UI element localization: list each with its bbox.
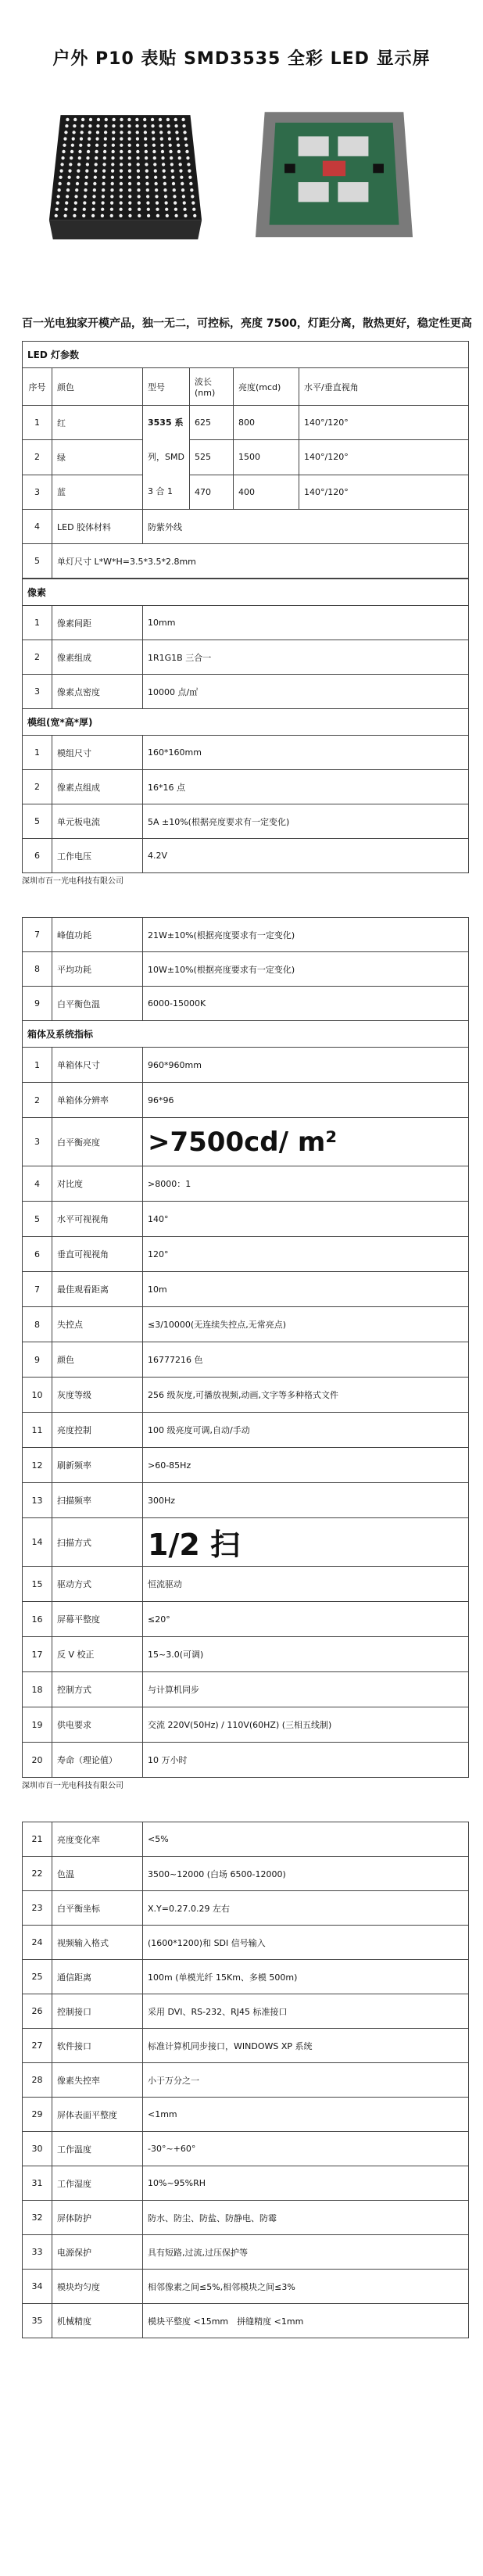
row-label: 白平衡色温 bbox=[52, 987, 143, 1021]
row-label: 垂直可视视角 bbox=[52, 1237, 143, 1272]
row-label: LED 胶体材料 bbox=[52, 510, 143, 544]
row-label: 白平衡亮度 bbox=[52, 1118, 143, 1166]
row-no: 21 bbox=[23, 1822, 52, 1857]
row-label: 屏幕平整度 bbox=[52, 1602, 143, 1637]
row-label: 对比度 bbox=[52, 1166, 143, 1202]
row-no: 2 bbox=[23, 1083, 52, 1118]
row-no: 35 bbox=[23, 2304, 52, 2338]
row-value: 1R1G1B 三合一 bbox=[143, 640, 469, 675]
row-value: 10W±10%(根据亮度要求有一定变化) bbox=[143, 952, 469, 987]
row-angle: 140°/120° bbox=[299, 406, 469, 440]
product-intro: 百一光电独家开模产品，独一无二，可控标，亮度 7500，灯距分离，散热更好，稳定性更高 bbox=[22, 317, 472, 330]
row-no: 25 bbox=[23, 1960, 52, 1994]
row-label: 模组尺寸 bbox=[52, 736, 143, 770]
row-value: <5% bbox=[143, 1822, 469, 1857]
row-value: 16777216 色 bbox=[143, 1342, 469, 1378]
row-label: 像素间距 bbox=[52, 606, 143, 640]
table-row bbox=[23, 1602, 469, 1637]
table-row bbox=[23, 2201, 469, 2235]
system-section-title: 箱体及系统指标 bbox=[23, 1021, 469, 1048]
row-no: 14 bbox=[23, 1518, 52, 1567]
table-row bbox=[23, 1822, 469, 1857]
row-label: 像素失控率 bbox=[52, 2063, 143, 2098]
table-row bbox=[23, 510, 469, 544]
row-label: 单箱体分辨率 bbox=[52, 1083, 143, 1118]
row-no: 5 bbox=[23, 804, 52, 839]
table-row bbox=[23, 640, 469, 675]
row-no: 29 bbox=[23, 2098, 52, 2132]
company-footer: 深圳市百一光电科技有限公司 bbox=[22, 877, 123, 886]
row-no: 31 bbox=[23, 2166, 52, 2201]
row-no: 11 bbox=[23, 1413, 52, 1448]
table-row bbox=[23, 440, 469, 475]
row-value: 10%~95%RH bbox=[143, 2166, 469, 2201]
table-row bbox=[23, 1413, 469, 1448]
row-value: 256 级灰度,可播放视频,动画,文字等多种格式文件 bbox=[143, 1378, 469, 1413]
row-value: -30°~+60° bbox=[143, 2132, 469, 2166]
row-no: 4 bbox=[23, 510, 52, 544]
row-no: 6 bbox=[23, 1237, 52, 1272]
row-label: 平均功耗 bbox=[52, 952, 143, 987]
row-value: 相邻像素之间≤5%,相邻模块之间≤3% bbox=[143, 2270, 469, 2304]
row-no: 32 bbox=[23, 2201, 52, 2235]
row-value: ≤20° bbox=[143, 1602, 469, 1637]
row-no: 20 bbox=[23, 1743, 52, 1778]
table-row bbox=[23, 1960, 469, 1994]
row-label: 亮度变化率 bbox=[52, 1822, 143, 1857]
row-no: 9 bbox=[23, 1342, 52, 1378]
led-module-back-image bbox=[254, 86, 414, 278]
row-no: 1 bbox=[23, 1048, 52, 1083]
row-no: 13 bbox=[23, 1483, 52, 1518]
row-value: >8000：1 bbox=[143, 1166, 469, 1202]
row-value: 300Hz bbox=[143, 1483, 469, 1518]
row-no: 5 bbox=[23, 544, 52, 579]
table-row bbox=[23, 1342, 469, 1378]
row-no: 2 bbox=[23, 440, 52, 475]
header-angle: 水平/垂直视角 bbox=[299, 368, 469, 406]
table-row bbox=[23, 2235, 469, 2270]
row-value: <1mm bbox=[143, 2098, 469, 2132]
row-label: 失控点 bbox=[52, 1307, 143, 1342]
row-value: ≤3/10000(无连续失控点,无常亮点) bbox=[143, 1307, 469, 1342]
row-label: 色温 bbox=[52, 1857, 143, 1891]
table-row bbox=[23, 2098, 469, 2132]
row-value: X.Y=0.27.0.29 左右 bbox=[143, 1891, 469, 1926]
row-wavelength: 525 bbox=[190, 440, 234, 475]
row-label: 单灯尺寸 L*W*H=3.5*3.5*2.8mm bbox=[52, 544, 469, 579]
row-no: 34 bbox=[23, 2270, 52, 2304]
row-label: 最佳观看距离 bbox=[52, 1272, 143, 1307]
table-row bbox=[23, 1707, 469, 1743]
table-row bbox=[23, 1307, 469, 1342]
row-no: 3 bbox=[23, 675, 52, 709]
row-value: 100 级亮度可调,自动/手动 bbox=[143, 1413, 469, 1448]
row-value: 1/2 扫 bbox=[143, 1518, 469, 1567]
row-no: 5 bbox=[23, 1202, 52, 1237]
row-value: 防水、防尘、防盐、防静电、防霉 bbox=[143, 2201, 469, 2235]
table-row bbox=[23, 804, 469, 839]
row-label: 屏体表面平整度 bbox=[52, 2098, 143, 2132]
row-no: 3 bbox=[23, 1118, 52, 1166]
row-value: 防紫外线 bbox=[143, 510, 469, 544]
row-label: 扫描频率 bbox=[52, 1483, 143, 1518]
row-no: 12 bbox=[23, 1448, 52, 1483]
table-row bbox=[23, 770, 469, 804]
product-photos bbox=[0, 86, 483, 305]
row-no: 19 bbox=[23, 1707, 52, 1743]
row-value: 具有短路,过流,过压保护等 bbox=[143, 2235, 469, 2270]
row-no: 26 bbox=[23, 1994, 52, 2029]
row-no: 2 bbox=[23, 640, 52, 675]
row-color: 绿 bbox=[52, 440, 143, 475]
table-row bbox=[23, 1743, 469, 1778]
row-luminance: 1500 bbox=[234, 440, 299, 475]
table-row bbox=[23, 839, 469, 873]
header-model: 型号 bbox=[143, 368, 190, 406]
row-label: 峰值功耗 bbox=[52, 918, 143, 952]
led-module-front-image bbox=[45, 86, 206, 278]
table-row bbox=[23, 675, 469, 709]
header-color: 颜色 bbox=[52, 368, 143, 406]
system-cont-table bbox=[22, 1822, 469, 2338]
row-no: 4 bbox=[23, 1166, 52, 1202]
row-no: 2 bbox=[23, 770, 52, 804]
table-row bbox=[23, 2304, 469, 2338]
model-line-2: 列，SMD bbox=[148, 452, 184, 462]
row-label: 刷新频率 bbox=[52, 1448, 143, 1483]
system-table bbox=[22, 917, 469, 1778]
row-value: 10m bbox=[143, 1272, 469, 1307]
row-label: 供电要求 bbox=[52, 1707, 143, 1743]
table-row bbox=[23, 1483, 469, 1518]
row-no: 8 bbox=[23, 1307, 52, 1342]
row-luminance: 800 bbox=[234, 406, 299, 440]
row-label: 像素点组成 bbox=[52, 770, 143, 804]
led-section-title: LED 灯参数 bbox=[23, 342, 469, 368]
row-no: 10 bbox=[23, 1378, 52, 1413]
row-color: 红 bbox=[52, 406, 143, 440]
row-label: 模块均匀度 bbox=[52, 2270, 143, 2304]
row-luminance: 400 bbox=[234, 475, 299, 509]
header-luminance: 亮度(mcd) bbox=[234, 368, 299, 406]
row-value: 16*16 点 bbox=[143, 770, 469, 804]
row-no: 1 bbox=[23, 406, 52, 440]
row-label: 反 V 校正 bbox=[52, 1637, 143, 1672]
row-value: 160*160mm bbox=[143, 736, 469, 770]
row-value: 6000-15000K bbox=[143, 987, 469, 1021]
row-label: 单元板电流 bbox=[52, 804, 143, 839]
row-label: 扫描方式 bbox=[52, 1518, 143, 1567]
row-value: 10mm bbox=[143, 606, 469, 640]
row-no: 27 bbox=[23, 2029, 52, 2063]
table-row bbox=[23, 952, 469, 987]
row-no: 15 bbox=[23, 1567, 52, 1602]
table-row bbox=[23, 1083, 469, 1118]
pixel-section-title: 像素 bbox=[23, 579, 469, 606]
row-no: 9 bbox=[23, 987, 52, 1021]
table-row bbox=[23, 1048, 469, 1083]
row-label: 视频输入格式 bbox=[52, 1926, 143, 1960]
row-label: 水平可视视角 bbox=[52, 1202, 143, 1237]
header-no: 序号 bbox=[23, 368, 52, 406]
row-label: 工作湿度 bbox=[52, 2166, 143, 2201]
row-no: 8 bbox=[23, 952, 52, 987]
table-row bbox=[23, 1118, 469, 1166]
led-spec-table bbox=[22, 341, 469, 579]
row-wavelength: 470 bbox=[190, 475, 234, 509]
table-row bbox=[23, 1891, 469, 1926]
row-value: 10000 点/㎡ bbox=[143, 675, 469, 709]
row-no: 33 bbox=[23, 2235, 52, 2270]
table-row bbox=[23, 1994, 469, 2029]
row-no: 23 bbox=[23, 1891, 52, 1926]
table-row bbox=[23, 1926, 469, 1960]
header-wavelength: 波长(nm) bbox=[190, 368, 234, 406]
row-label: 通信距离 bbox=[52, 1960, 143, 1994]
row-value: 4.2V bbox=[143, 839, 469, 873]
row-value: 模块平整度 <15mm 拼缝精度 <1mm bbox=[143, 2304, 469, 2338]
table-row bbox=[23, 1448, 469, 1483]
row-value: >7500cd/ m² bbox=[143, 1118, 469, 1166]
table-row bbox=[23, 1637, 469, 1672]
row-color: 蓝 bbox=[52, 475, 143, 509]
row-value: 5A ±10%(根据亮度要求有一定变化) bbox=[143, 804, 469, 839]
company-footer: 深圳市百一光电科技有限公司 bbox=[22, 1782, 123, 1790]
row-no: 18 bbox=[23, 1672, 52, 1707]
table-row bbox=[23, 406, 469, 440]
row-label: 电源保护 bbox=[52, 2235, 143, 2270]
row-angle: 140°/120° bbox=[299, 440, 469, 475]
row-label: 控制接口 bbox=[52, 1994, 143, 2029]
row-no: 1 bbox=[23, 736, 52, 770]
model-line-1: 3535 系 bbox=[148, 417, 184, 428]
table-row bbox=[23, 1202, 469, 1237]
row-no: 7 bbox=[23, 918, 52, 952]
table-row bbox=[23, 736, 469, 770]
table-row bbox=[23, 1378, 469, 1413]
table-row bbox=[23, 1237, 469, 1272]
table-row bbox=[23, 1272, 469, 1307]
row-no: 7 bbox=[23, 1272, 52, 1307]
table-row bbox=[23, 918, 469, 952]
row-label: 白平衡坐标 bbox=[52, 1891, 143, 1926]
row-label: 驱动方式 bbox=[52, 1567, 143, 1602]
row-value: 96*96 bbox=[143, 1083, 469, 1118]
row-value: 120° bbox=[143, 1237, 469, 1272]
table-row bbox=[23, 1518, 469, 1567]
row-angle: 140°/120° bbox=[299, 475, 469, 509]
table-row bbox=[23, 1672, 469, 1707]
row-label: 像素点密度 bbox=[52, 675, 143, 709]
row-value: 采用 DVI、RS-232、RJ45 标准接口 bbox=[143, 1994, 469, 2029]
row-value: 21W±10%(根据亮度要求有一定变化) bbox=[143, 918, 469, 952]
row-label: 控制方式 bbox=[52, 1672, 143, 1707]
row-value: 小于万分之一 bbox=[143, 2063, 469, 2098]
table-row bbox=[23, 987, 469, 1021]
table-row bbox=[23, 2029, 469, 2063]
row-label: 亮度控制 bbox=[52, 1413, 143, 1448]
row-no: 28 bbox=[23, 2063, 52, 2098]
table-row bbox=[23, 606, 469, 640]
row-value: 960*960mm bbox=[143, 1048, 469, 1083]
row-label: 单箱体尺寸 bbox=[52, 1048, 143, 1083]
row-label: 工作温度 bbox=[52, 2132, 143, 2166]
row-label: 颜色 bbox=[52, 1342, 143, 1378]
row-no: 1 bbox=[23, 606, 52, 640]
row-no: 16 bbox=[23, 1602, 52, 1637]
row-label: 工作电压 bbox=[52, 839, 143, 873]
model-cell bbox=[143, 406, 190, 510]
table-row bbox=[23, 1567, 469, 1602]
table-row bbox=[23, 544, 469, 579]
row-no: 17 bbox=[23, 1637, 52, 1672]
row-no: 22 bbox=[23, 1857, 52, 1891]
row-label: 屏体防护 bbox=[52, 2201, 143, 2235]
table-row bbox=[23, 2063, 469, 2098]
row-no: 3 bbox=[23, 475, 52, 509]
row-value: >60-85Hz bbox=[143, 1448, 469, 1483]
table-row bbox=[23, 2132, 469, 2166]
row-value: 3500~12000 (白场 6500-12000) bbox=[143, 1857, 469, 1891]
pixel-module-table bbox=[22, 579, 469, 873]
model-line-3: 3 合 1 bbox=[148, 486, 173, 496]
row-value: (1600*1200)和 SDI 信号输入 bbox=[143, 1926, 469, 1960]
row-value: 140° bbox=[143, 1202, 469, 1237]
table-row bbox=[23, 1857, 469, 1891]
row-no: 24 bbox=[23, 1926, 52, 1960]
row-value: 标准计算机同步接口，WINDOWS XP 系统 bbox=[143, 2029, 469, 2063]
row-label: 软件接口 bbox=[52, 2029, 143, 2063]
row-value: 恒流驱动 bbox=[143, 1567, 469, 1602]
table-row bbox=[23, 2166, 469, 2201]
row-label: 像素组成 bbox=[52, 640, 143, 675]
row-label: 灰度等级 bbox=[52, 1378, 143, 1413]
row-value: 与计算机同步 bbox=[143, 1672, 469, 1707]
row-no: 6 bbox=[23, 839, 52, 873]
row-value: 15~3.0(可调) bbox=[143, 1637, 469, 1672]
table-row bbox=[23, 2270, 469, 2304]
row-value: 10 万小时 bbox=[143, 1743, 469, 1778]
row-value: 交流 220V(50Hz) / 110V(60HZ) (三相五线制) bbox=[143, 1707, 469, 1743]
table-row bbox=[23, 475, 469, 509]
row-label: 机械精度 bbox=[52, 2304, 143, 2338]
page-title: 户外 P10 表贴 SMD3535 全彩 LED 显示屏 bbox=[52, 49, 431, 69]
row-no: 30 bbox=[23, 2132, 52, 2166]
module-section-title: 模组(宽*高*厚) bbox=[23, 709, 469, 736]
row-label: 寿命（理论值） bbox=[52, 1743, 143, 1778]
table-row bbox=[23, 1166, 469, 1202]
row-wavelength: 625 bbox=[190, 406, 234, 440]
row-value: 100m (单模光纤 15Km、多模 500m) bbox=[143, 1960, 469, 1994]
